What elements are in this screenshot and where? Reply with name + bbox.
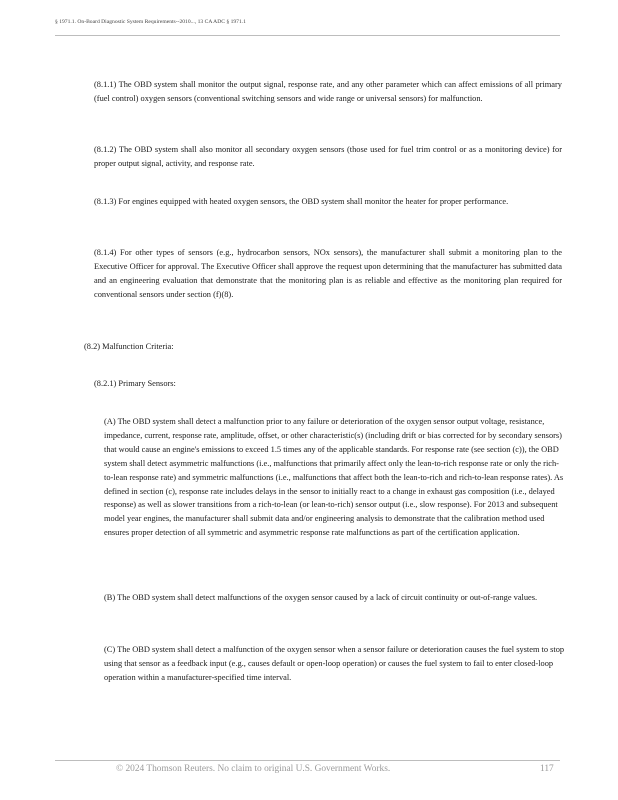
paragraph-8-1-4: (8.1.4) For other types of sensors (e.g., hydrocarbon sensors, NOx sensors), the manufacturer shall submit a monitoring plan to the Executive Officer for approval. The Executive Officer shall approve the request upon determining that the manufacturer has submitted data and an engineering evaluation that demonstrate that the monitoring plan is as reliable and effective as the monitoring plan required for conventional sensors under section (f)(8). bbox=[94, 248, 562, 299]
section-heading-8-2: (8.2) Malfunction Criteria: bbox=[84, 342, 174, 351]
paragraph-8-1-1: (8.1.1) The OBD system shall monitor the output signal, response rate, and any other parameter which can affect emissions of all primary (fuel control) oxygen sensors (conventional switching sensors and wide range or universal sensors) for malfunction. bbox=[94, 80, 562, 103]
footer-copyright: © 2024 Thomson Reuters. No claim to original U.S. Government Works. bbox=[116, 764, 391, 774]
subsection-heading-8-2-1: (8.2.1) Primary Sensors: bbox=[94, 379, 176, 388]
paragraph-c: (C) The OBD system shall detect a malfunction of the oxygen sensor when a sensor failure or deterioration causes the fuel system to stop using that sensor as a feedback input (e.g., causes default or open-loop operation) or causes the fuel system to fail to enter closed-loop operation within a manufacturer-specified time interval. bbox=[104, 645, 565, 682]
paragraph-8-1-3: (8.1.3) For engines equipped with heated oxygen sensors, the OBD system shall monitor the heater for proper performance. bbox=[94, 197, 509, 206]
footer-divider bbox=[55, 760, 560, 761]
page-number: 117 bbox=[540, 764, 554, 774]
running-header: § 1971.1. On-Board Diagnostic System Requirements--2010..., 13 CA ADC § 1971.1 bbox=[55, 19, 246, 25]
paragraph-a: (A) The OBD system shall detect a malfunction prior to any failure or deterioration of the oxygen sensor output voltage, resistance, impedance, current, response rate, amplitude, offset, or other characteristic(s) (including drift or bias corrected for by secondary sensors) that would cause an engine's emissions to exceed 1.5 times any of the applicable standards. For response rate (see section (c)), the OBD system shall detect asymmetric malfunctions (i.e., malfunctions that primarily affect only the lean-to-rich response rate or only the rich-to-lean response rate) and symmetric malfunctions (i.e., malfunctions that affect both the lean-to-rich and rich-to-lean response rates). As defined in section (c), response rate includes delays in the sensor to initially react to a change in exhaust gas composition (i.e., delayed response) as well as slower transitions from a rich-to-lean (or lean-to-rich) sensor output (i.e., slow response). For 2013 and subsequent model year engines, the manufacturer shall submit data and/or engineering analysis to demonstrate that the calibration method used ensures proper detection of all symmetric and asymmetric response rate malfunctions as part of the certification application. bbox=[104, 417, 564, 538]
paragraph-b: (B) The OBD system shall detect malfunctions of the oxygen sensor caused by a lack of circuit continuity or out-of-range values. bbox=[104, 593, 538, 602]
paragraph-8-1-2: (8.1.2) The OBD system shall also monitor all secondary oxygen sensors (those used for fuel trim control or as a monitoring device) for proper output signal, activity, and response rate. bbox=[94, 145, 562, 168]
